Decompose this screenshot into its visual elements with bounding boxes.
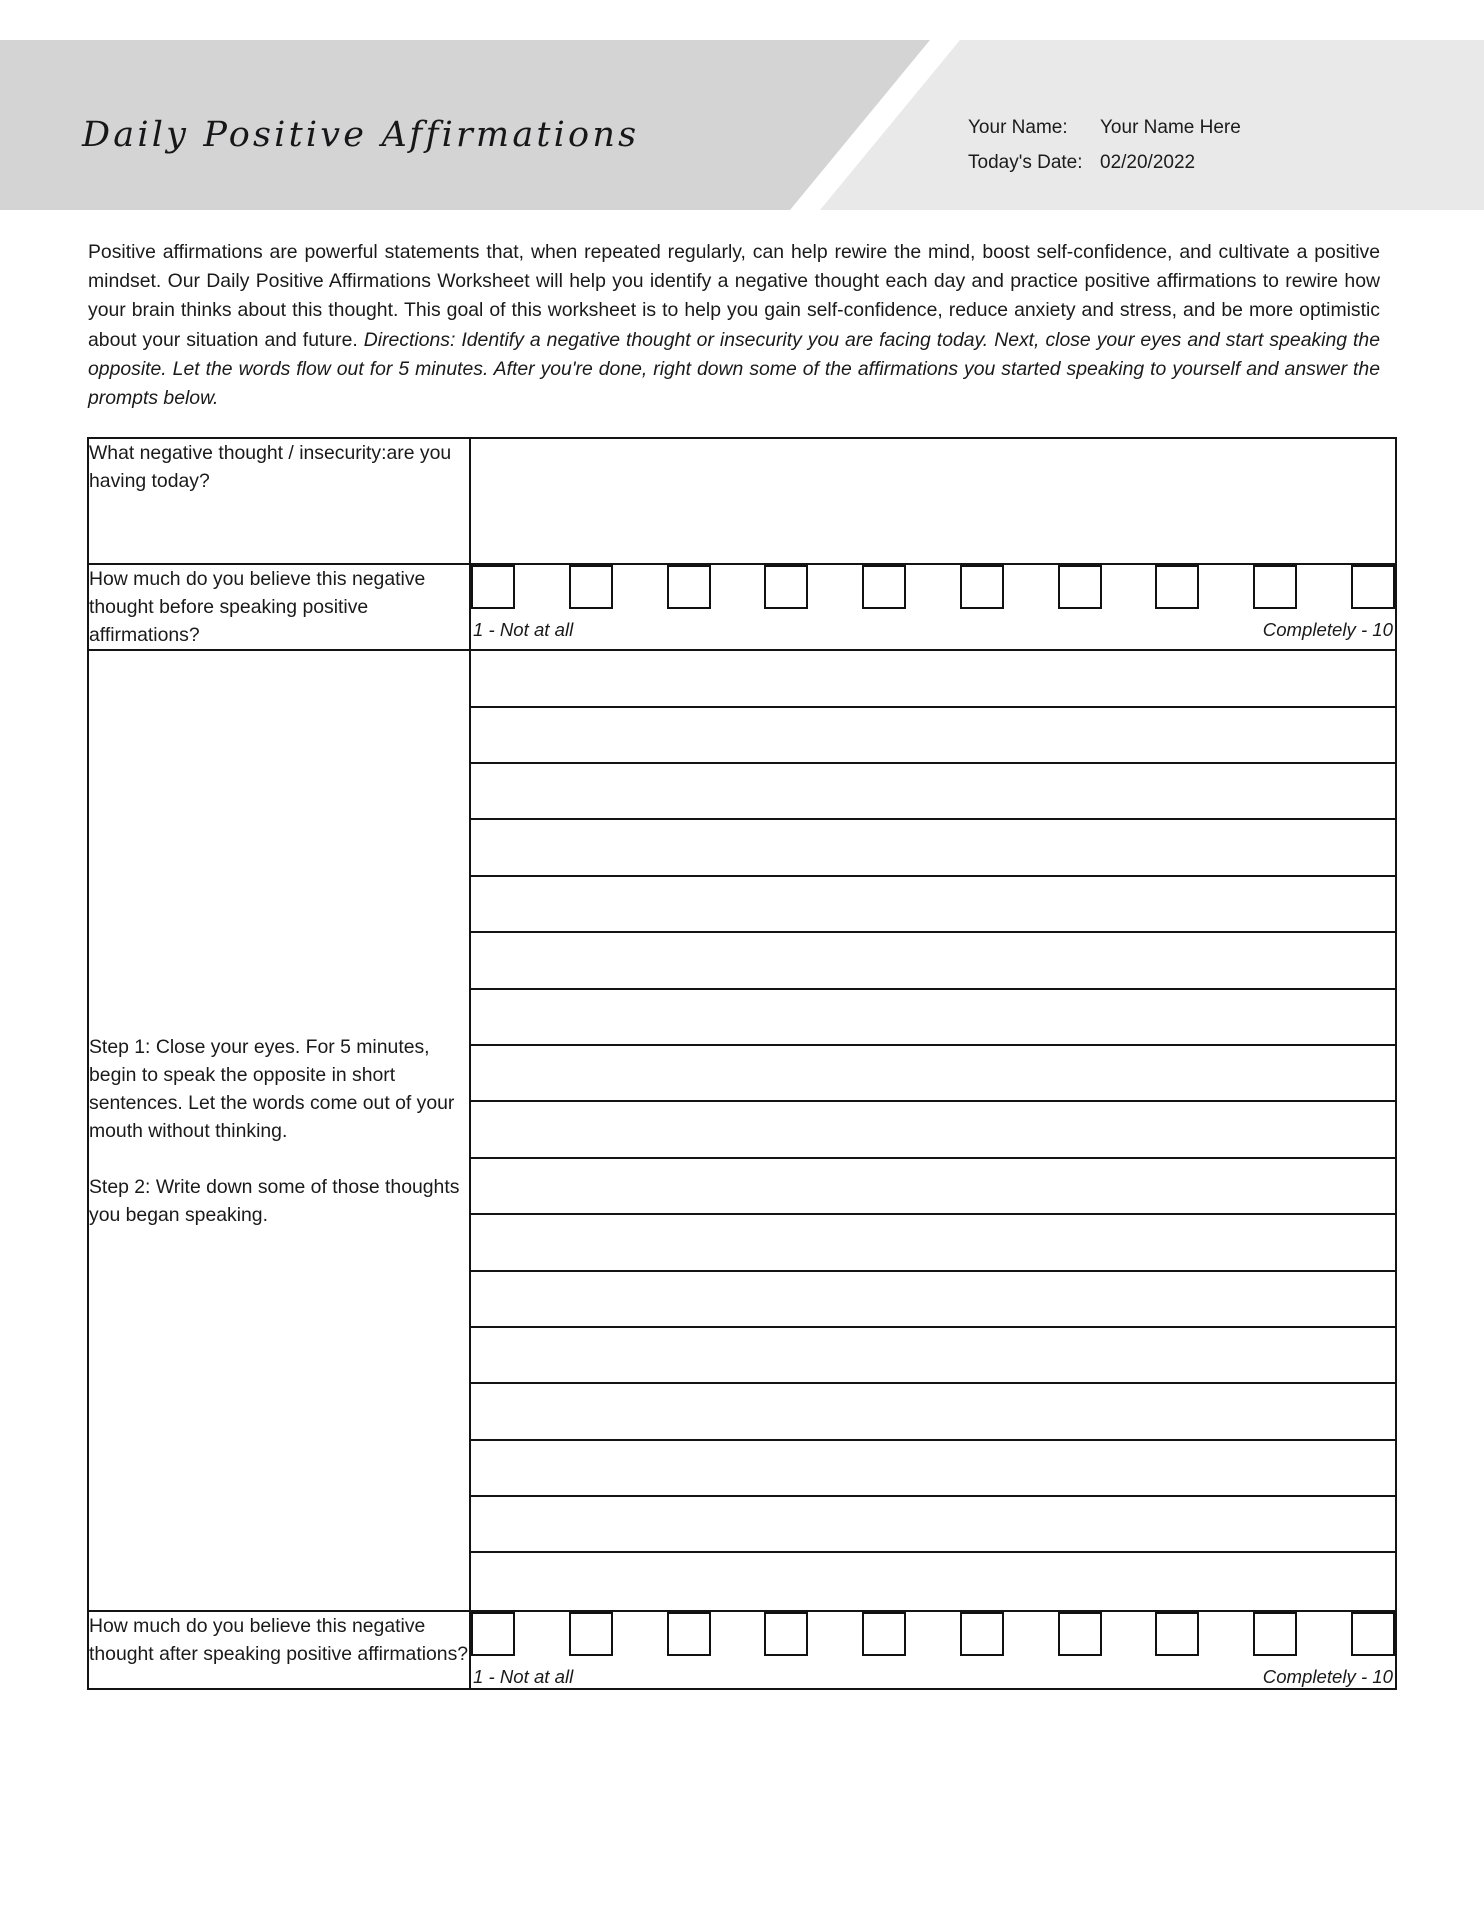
checkbox-1[interactable] bbox=[471, 565, 515, 609]
writing-line[interactable] bbox=[471, 1384, 1395, 1440]
writing-line[interactable] bbox=[471, 1215, 1395, 1271]
writing-line[interactable] bbox=[471, 820, 1395, 876]
checkbox-4[interactable] bbox=[764, 565, 808, 609]
writing-line[interactable] bbox=[471, 1441, 1395, 1497]
checkbox-7[interactable] bbox=[1058, 565, 1102, 609]
page-title: Daily Positive Affirmations bbox=[82, 115, 640, 155]
checkbox-6[interactable] bbox=[960, 565, 1004, 609]
writing-line[interactable] bbox=[471, 877, 1395, 933]
checkbox-8[interactable] bbox=[1155, 565, 1199, 609]
checkbox-8[interactable] bbox=[1155, 1612, 1199, 1656]
scale-max-label: Completely - 10 bbox=[1262, 1665, 1393, 1687]
intro-paragraph bbox=[88, 238, 1398, 413]
step-2-text: Step 2: Write down some of those thoughts you began speaking. bbox=[89, 1175, 460, 1226]
page-header bbox=[0, 0, 1484, 210]
writing-line[interactable] bbox=[471, 651, 1395, 707]
writing-line[interactable] bbox=[471, 933, 1395, 989]
header-field-group bbox=[968, 117, 1241, 187]
writing-line[interactable] bbox=[471, 990, 1395, 1046]
checkbox-7[interactable] bbox=[1058, 1612, 1102, 1656]
todays-date-value[interactable]: 02/20/2022 bbox=[1100, 152, 1196, 173]
belief-before-checkbox-group bbox=[471, 565, 1395, 609]
checkbox-6[interactable] bbox=[960, 1612, 1004, 1656]
checkbox-10[interactable] bbox=[1351, 1612, 1395, 1656]
belief-after-label-cell bbox=[88, 1611, 470, 1689]
negative-thought-answer-area[interactable] bbox=[470, 438, 1396, 564]
worksheet-table bbox=[87, 437, 1397, 1690]
steps-spacer bbox=[89, 1145, 469, 1173]
table-row-belief-before bbox=[88, 564, 1396, 650]
table-row-steps bbox=[88, 650, 1396, 1611]
belief-after-checkbox-group bbox=[471, 1612, 1395, 1656]
your-name-row bbox=[968, 117, 1241, 139]
belief-after-scale-legend bbox=[471, 1664, 1395, 1688]
writing-lines-cell bbox=[470, 650, 1396, 1611]
writing-line[interactable] bbox=[471, 1159, 1395, 1215]
intro-directions-text: Directions: Identify a negative thought or insecurity you are facing today. Next, close your eyes and start speaking the opposite. Let the words flow out for 5 minutes. After you're done, right down some of the affirmations you started speaking to yourself and answer the prompts below. bbox=[88, 328, 1380, 410]
your-name-value[interactable]: Your Name Here bbox=[1100, 117, 1241, 138]
table-row-belief-after bbox=[88, 1611, 1396, 1689]
writing-line[interactable] bbox=[471, 708, 1395, 764]
scale-min-label: 1 - Not at all bbox=[473, 1665, 574, 1687]
step-1-text: Step 1: Close your eyes. For 5 minutes, begin to speak the opposite in short sentences. Let the words come out of your mouth without thinking. bbox=[89, 1035, 455, 1142]
negative-thought-label: What negative thought / insecurity:are you having today? bbox=[89, 442, 452, 493]
writing-line[interactable] bbox=[471, 1102, 1395, 1158]
writing-line[interactable] bbox=[471, 1497, 1395, 1553]
scale-max-label: Completely - 10 bbox=[1262, 619, 1393, 641]
table-row-negative-thought bbox=[88, 438, 1396, 564]
checkbox-9[interactable] bbox=[1253, 565, 1297, 609]
checkbox-1[interactable] bbox=[471, 1612, 515, 1656]
belief-before-label: How much do you believe this negative thought before speaking positive affirmations? bbox=[89, 568, 426, 647]
writing-line[interactable] bbox=[471, 764, 1395, 820]
belief-before-scale-legend bbox=[471, 617, 1395, 641]
checkbox-4[interactable] bbox=[764, 1612, 808, 1656]
negative-thought-label-cell bbox=[88, 438, 470, 564]
writing-line[interactable] bbox=[471, 1046, 1395, 1102]
checkbox-9[interactable] bbox=[1253, 1612, 1297, 1656]
checkbox-10[interactable] bbox=[1351, 565, 1395, 609]
todays-date-row bbox=[968, 152, 1241, 174]
checkbox-5[interactable] bbox=[862, 565, 906, 609]
steps-label-cell bbox=[88, 650, 470, 1611]
writing-line[interactable] bbox=[471, 1328, 1395, 1384]
belief-before-label-cell bbox=[88, 564, 470, 650]
todays-date-label: Today's Date: bbox=[968, 152, 1083, 173]
writing-line[interactable] bbox=[471, 1553, 1395, 1609]
checkbox-5[interactable] bbox=[862, 1612, 906, 1656]
checkbox-2[interactable] bbox=[569, 565, 613, 609]
checkbox-3[interactable] bbox=[667, 1612, 711, 1656]
writing-line[interactable] bbox=[471, 1272, 1395, 1328]
steps-text-block bbox=[89, 1033, 469, 1229]
belief-after-label: How much do you believe this negative thought after speaking positive affirmations? bbox=[89, 1614, 469, 1665]
checkbox-2[interactable] bbox=[569, 1612, 613, 1656]
belief-after-scale-cell bbox=[470, 1611, 1396, 1689]
your-name-label: Your Name: bbox=[968, 117, 1068, 138]
belief-before-scale-cell bbox=[470, 564, 1396, 650]
intro-body-text: Positive affirmations are powerful statements that, when repeated regularly, can help rewire the mind, boost self-confidence, and cultivate a positive mindset. Our Daily Positive Affirmations Worksheet will help you identify a negative thought each day and practice positive affirmations to rewire how your brain thinks about this thought. This goal of this worksheet is to help you gain self-confidence, reduce anxiety and stress, and be more optimistic about your situation and future. bbox=[88, 241, 1380, 351]
scale-min-label: 1 - Not at all bbox=[473, 619, 574, 641]
checkbox-3[interactable] bbox=[667, 565, 711, 609]
